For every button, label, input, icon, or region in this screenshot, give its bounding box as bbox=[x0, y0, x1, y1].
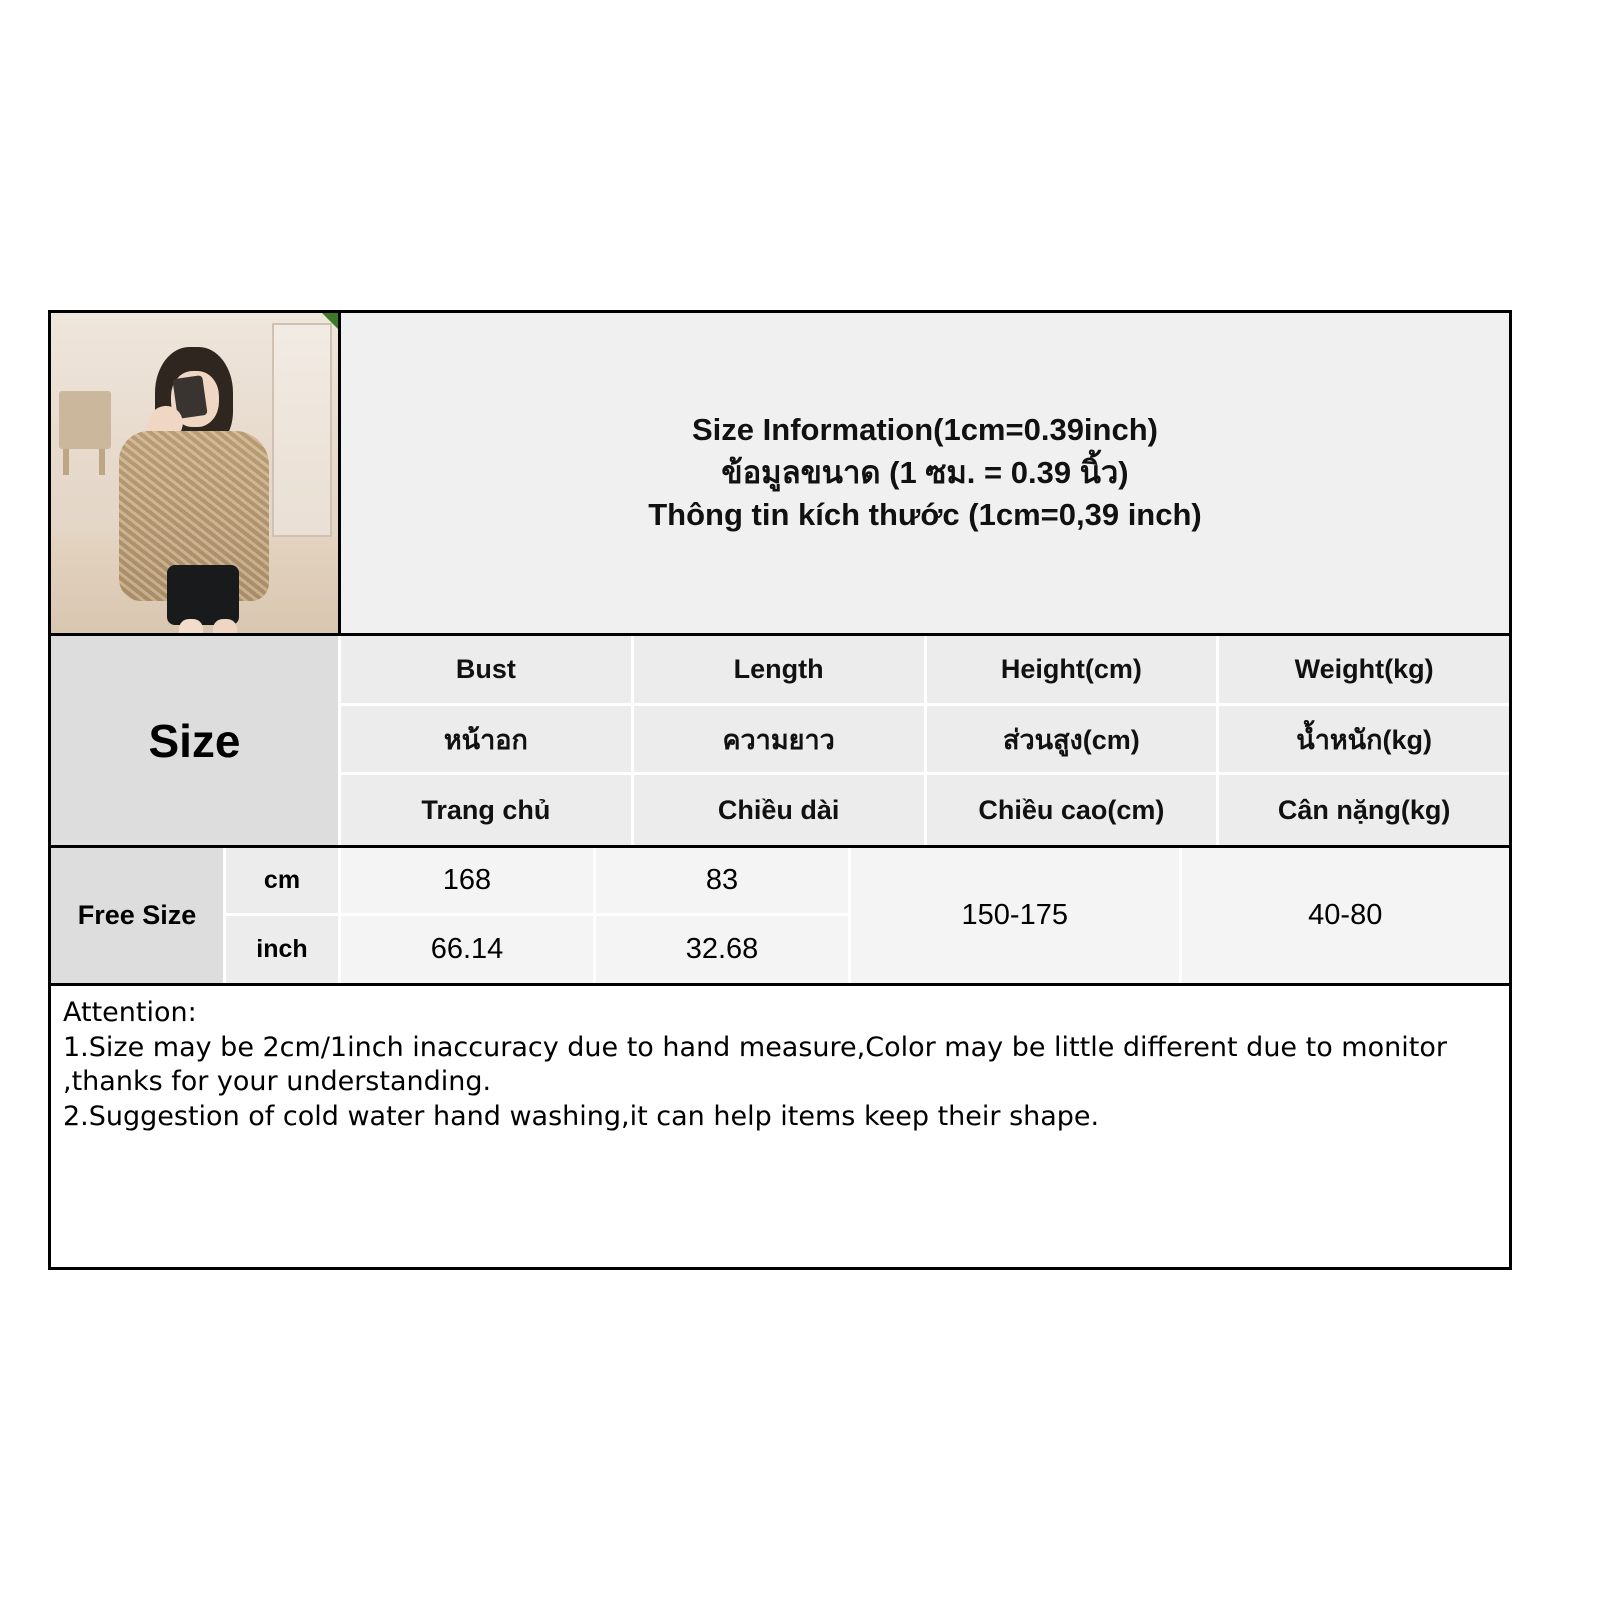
corner-badge-icon bbox=[322, 313, 338, 329]
header-height-th: ส่วนสูง(cm) bbox=[927, 706, 1220, 776]
photo-model-shorts bbox=[167, 565, 239, 625]
size-column-label: Size bbox=[51, 636, 341, 845]
header-columns bbox=[341, 636, 1509, 845]
length-cm-value: 83 bbox=[596, 848, 851, 916]
header-bust-vi: Trang chủ bbox=[341, 775, 634, 845]
attention-block bbox=[51, 986, 1509, 1267]
header-row-english bbox=[341, 636, 1509, 706]
title-thai: ข้อมูลขนาด (1 ซม. = 0.39 นิ้ว) bbox=[721, 454, 1129, 490]
attention-heading: Attention: bbox=[63, 997, 197, 1028]
header-height-vi: Chiều cao(cm) bbox=[927, 775, 1220, 845]
title-block bbox=[341, 313, 1509, 633]
bust-inch-value: 66.14 bbox=[341, 916, 596, 984]
row-label-free-size: Free Size bbox=[51, 848, 226, 983]
header-band bbox=[51, 313, 1509, 636]
header-height-en: Height(cm) bbox=[927, 636, 1220, 706]
photo-stool bbox=[59, 391, 111, 449]
size-chart-card bbox=[48, 310, 1512, 1270]
product-photo bbox=[51, 313, 338, 633]
header-length-vi: Chiều dài bbox=[634, 775, 927, 845]
table-row bbox=[51, 848, 1509, 986]
height-value: 150-175 bbox=[851, 848, 1182, 983]
bust-cm-value: 168 bbox=[341, 848, 596, 916]
photo-wall-panel bbox=[272, 323, 332, 537]
photo-model-legs bbox=[179, 619, 203, 633]
header-bust-en: Bust bbox=[341, 636, 634, 706]
unit-column bbox=[226, 848, 341, 983]
title-vietnamese: Thông tin kích thước (1cm=0,39 inch) bbox=[648, 497, 1202, 533]
header-length-en: Length bbox=[634, 636, 927, 706]
header-weight-th: น้ำหนัก(kg) bbox=[1219, 706, 1509, 776]
bust-column bbox=[341, 848, 596, 983]
header-weight-en: Weight(kg) bbox=[1219, 636, 1509, 706]
header-weight-vi: Cân nặng(kg) bbox=[1219, 775, 1509, 845]
title-english: Size Information(1cm=0.39inch) bbox=[692, 411, 1158, 447]
header-bust-th: หน้าอก bbox=[341, 706, 634, 776]
attention-line-1: 1.Size may be 2cm/1inch inaccuracy due to hand measure,Color may be little different due to monitor ,thanks for your understanding. bbox=[63, 1031, 1447, 1098]
header-length-th: ความยาว bbox=[634, 706, 927, 776]
weight-value: 40-80 bbox=[1182, 848, 1510, 983]
length-inch-value: 32.68 bbox=[596, 916, 851, 984]
header-row-vietnamese bbox=[341, 775, 1509, 845]
header-row-thai bbox=[341, 706, 1509, 776]
table-header bbox=[51, 636, 1509, 848]
unit-inch: inch bbox=[226, 916, 341, 984]
length-column bbox=[596, 848, 851, 983]
photo-model bbox=[113, 347, 273, 617]
unit-cm: cm bbox=[226, 848, 341, 916]
attention-line-2: 2.Suggestion of cold water hand washing,it can help items keep their shape. bbox=[63, 1100, 1100, 1132]
product-photo-cell bbox=[51, 313, 341, 633]
